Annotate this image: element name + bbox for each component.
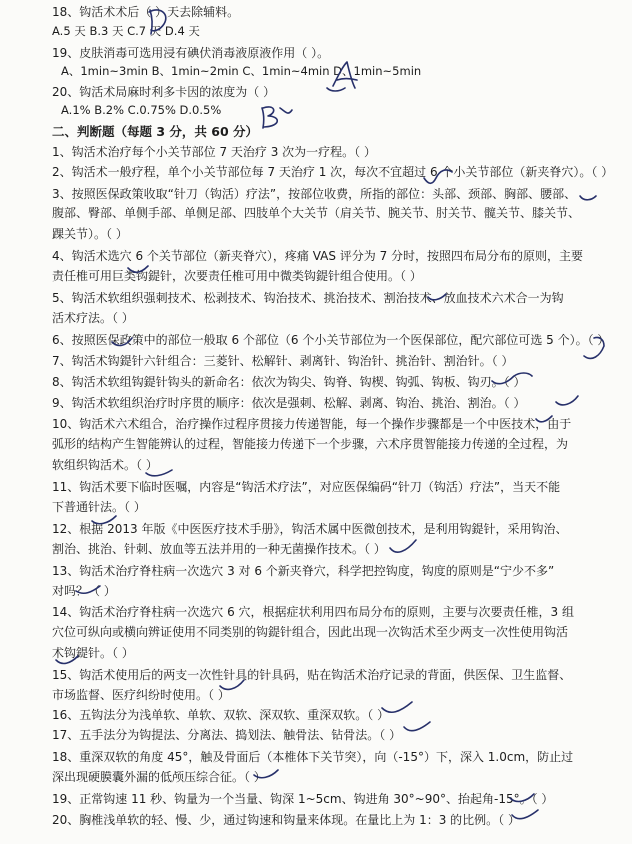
text-line: 对吗？（ ） xyxy=(52,584,116,598)
text-line: 6、按照医保政策中的部位一般取 6 个部位（6 个小关节部位为一个医保部位，配穴部位可选 5 个）。（ ） xyxy=(52,333,610,347)
text-line: 13、钩活术治疗脊柱病一次选穴 3 对 6 个新夹脊穴，科学把控钩度，钩度的原则是“宁少不多” xyxy=(52,564,555,578)
text-line: 弧形的结构产生智能辨认的过程，智能接力传递下一个步骤，六术序贯智能接力传递的全过程，为 xyxy=(52,437,569,451)
text-line: 割治、挑治、针刺、放血等五法并用的一种无菌操作技术。（ ） xyxy=(52,542,386,556)
text-line: 20、钩活术局麻时利多卡因的浓度为（ ） xyxy=(52,85,276,99)
text-line: A.1% B.2% C.0.75% D.0.5% xyxy=(61,103,222,117)
text-line: 责任椎可用巨类钩鍉针，次要责任椎可用中微类钩鍉针组合使用。（ ） xyxy=(52,269,422,283)
text-line: 5、钩活术软组织强刺技术、松剥技术、钩治技术、挑治技术、割治技术、放血技术六术合一为钩 xyxy=(52,291,564,305)
text-line: 3、按照医保政策收取“针刀（钩活）疗法”，按部位收费，所指的部位：头部、颈部、胸部、腰部、 xyxy=(52,187,577,201)
text-line: 14、钩活术治疗脊柱病一次选穴 6 穴，根据症状利用四布局分布的原则，主要与次要责任椎，3 组 xyxy=(52,605,574,619)
text-line: 16、五钩法分为浅单软、单软、双软、深双软、重深双软。（ ） xyxy=(52,708,390,722)
text-line: 19、正常钩速 11 秒、钩量为一个当量、钩深 1~5cm、钩进角 30°~90°、抬起角-15°。（ ） xyxy=(52,792,554,806)
text-line: 术钩鍉针。（ ） xyxy=(52,646,134,660)
text-line: 活术疗法。（ ） xyxy=(52,311,134,325)
text-line: A、1min~3min B、1min~2min C、1min~4min D、1min~5min xyxy=(61,64,422,78)
text-line: 深出现硬膜囊外漏的低颅压综合征。（ ） xyxy=(52,770,266,784)
text-line: 20、胸椎浅单软的轻、慢、少，通过钩速和钩量来体现。在量比上为 1：3 的比例。（ ） xyxy=(52,813,520,827)
text-line: 18、重深双软的角度 45°，触及骨面后（本椎体下关节突），向（-15°）下，深入 1.0cm，防止过 xyxy=(52,750,574,764)
text-line: 踝关节）。（ ） xyxy=(52,227,128,241)
text-line: 10、钩活术六术组合，治疗操作过程序贯接力传递智能，每一个操作步骤都是一个中医技术，由于 xyxy=(52,417,572,431)
text-line: 17、五手法分为钩提法、分离法、捣划法、触骨法、钻骨法。（ ） xyxy=(52,728,402,742)
text-line: 15、钩活术使用后的两支一次性针具的针具码，贴在钩活术治疗记录的背面，供医保、卫生监督、 xyxy=(52,668,572,682)
text-line: 18、钩活术术后（ ）天去除辅料。 xyxy=(52,5,240,19)
text-line: 4、钩活术选穴 6 个关节部位（新夹脊穴），疼痛 VAS 评分为 7 分时，按照四布局分布的原则，主要 xyxy=(52,249,584,263)
text-line: 市场监督、医疗纠纷时使用。（ ） xyxy=(52,688,230,702)
text-line: 12、根据 2013 年版《中医医疗技术手册》，钩活术属中医微创技术，是利用钩鍉针，采用钩治、 xyxy=(52,522,568,536)
text-line: 下普通针法。（ ） xyxy=(52,500,146,514)
text-line: 11、钩活术要下临时医嘱，内容是“钩活术疗法”，对应医保编码“针刀（钩活）疗法”，当天不能 xyxy=(52,480,561,494)
text-line: 9、钩活术软组织治疗时序贯的顺序：依次是强刺、松解、剥离、钩治、挑治、割治。（ ） xyxy=(52,396,526,410)
text-line: 8、钩活术软组钩鍉针钩头的新命名：依次为钩尖、钩脊、钩楔、钩弧、钩板、钩刃。（ ） xyxy=(52,375,526,389)
text-line: 19、皮肤消毒可选用浸有碘伏消毒液原液作用（ ）。 xyxy=(52,46,330,60)
text-line: 1、钩活术治疗每个小关节部位 7 天治疗 3 次为一疗程。（ ） xyxy=(52,145,376,159)
text-line: A.5 天 B.3 天 C.7 天 D.4 天 xyxy=(52,24,200,38)
text-line: 穴位可纵向或横向辨证使用不同类别的钩鍉针组合，因此出现一次钩活术至少两支一次性使用钩活 xyxy=(52,625,569,639)
text-line: 2、钩活术一般疗程，单个小关节部位每 7 天治疗 1 次，每次不宜超过 6 个小关节部位（新夹脊穴）。（ ） xyxy=(52,165,614,179)
text-line: 软组织钩活术。（ ） xyxy=(52,458,158,472)
text-line: 腹部、臀部、单侧手部、单侧足部、四肢单个大关节（肩关节、腕关节、肘关节、髋关节、膝关节、 xyxy=(52,206,581,220)
text-line: 7、钩活术钩鍉针六针组合：三菱针、松解针、剥离针、钩治针、挑治针、割治针。（ ） xyxy=(52,354,514,368)
text-line: 二、判断题（每题 3 分，共 60 分） xyxy=(52,124,259,139)
